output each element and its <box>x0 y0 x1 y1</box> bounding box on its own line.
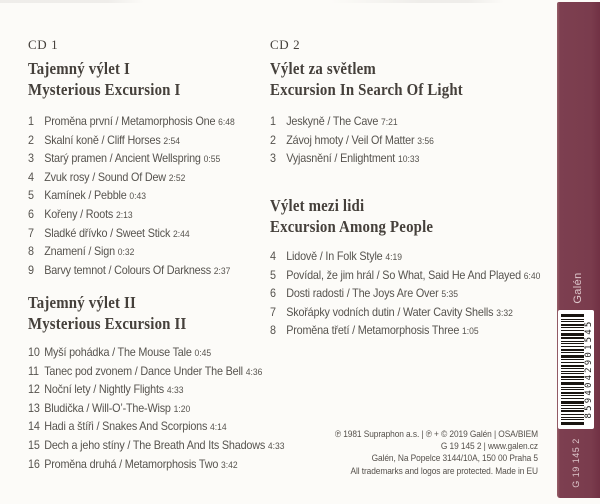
spine-publisher-label: Galén <box>572 272 584 304</box>
credits-line-address: Galén, Na Popelce 3144/10A, 150 00 Praha 5 <box>371 453 538 465</box>
track-title: Barvy temnot / Colours Of Darkness <box>44 262 211 277</box>
track-row <box>28 400 285 419</box>
track-title: Závoj hmoty / Veil Of Matter <box>286 132 415 147</box>
track-duration: 0:32 <box>117 247 135 259</box>
track-number: 4 <box>28 169 34 184</box>
track-title: Proměna druhá / Metamorphosis Two <box>44 456 219 471</box>
track-row <box>28 187 235 206</box>
track-title: Myší pohádka / The Mouse Tale <box>44 345 192 359</box>
track-title: Starý pramen / Ancient Wellspring <box>44 151 201 166</box>
track-number: 9 <box>28 262 34 277</box>
track-number: 7 <box>28 225 34 240</box>
track-title: Znamení / Sign <box>44 244 115 259</box>
track-number: 13 <box>28 400 40 415</box>
track-title: Proměna první / Metamorphosis One <box>44 114 216 128</box>
track-title: Vyjasnění / Enlightment <box>286 151 396 166</box>
track-number: 1 <box>270 114 276 128</box>
track-title: Lidově / In Folk Style <box>286 249 383 263</box>
barcode-bars <box>561 314 584 425</box>
track-duration: 6:48 <box>218 117 235 128</box>
cd1-column <box>28 0 285 504</box>
track-row <box>270 150 434 169</box>
track-duration: 2:13 <box>115 209 133 221</box>
track-title: Tanec pod zvonem / Dance Under The Bell <box>44 363 243 378</box>
track-duration: 2:54 <box>163 135 181 147</box>
track-duration: 0:45 <box>194 348 212 359</box>
cd2-section2-heading <box>270 195 433 237</box>
track-row <box>28 381 285 400</box>
track-number: 5 <box>270 267 276 282</box>
track-number: 15 <box>28 437 40 452</box>
track-duration: 2:37 <box>213 265 231 277</box>
cd1-label: CD 1 <box>28 37 59 52</box>
cd1-section2-title-english: Mysterious Excursion II <box>28 314 187 333</box>
track-title: Dosti radosti / The Joys Are Over <box>286 286 439 301</box>
track-title: Zvuk rosy / Sound Of Dew <box>44 169 166 184</box>
cd1-section1-heading <box>28 58 180 100</box>
track-duration: 0:43 <box>129 191 147 203</box>
barcode-number: 8594042901545 <box>584 319 594 419</box>
track-duration: 4:33 <box>166 385 184 397</box>
track-number: 16 <box>28 456 40 471</box>
track-duration: 2:44 <box>173 228 190 240</box>
track-row <box>28 456 285 475</box>
track-title: Povídal, že jim hrál / So What, Said He And Played <box>286 267 521 282</box>
track-row <box>28 363 285 382</box>
spine-catalog-number: G 19 145 2 <box>571 438 581 488</box>
cd2-section1-heading <box>270 58 463 100</box>
track-row <box>270 132 434 151</box>
cd2-section2-title-english: Excursion Among People <box>270 217 434 236</box>
track-title: Proměna třetí / Metamorphosis Three <box>286 323 460 338</box>
credits-line-trademark: All trademarks and logos are protected. Made in EU <box>350 465 538 477</box>
track-number: 1 <box>28 114 34 128</box>
track-duration: 2:52 <box>168 172 186 184</box>
track-row <box>270 267 540 286</box>
cd2-section1-title-czech: Výlet za světlem <box>270 59 376 78</box>
cd2-label: CD 2 <box>270 37 301 52</box>
track-number: 10 <box>28 345 40 359</box>
track-title: Noční lety / Nightly Flights <box>44 382 165 397</box>
track-number: 3 <box>270 151 276 166</box>
track-title: Sladké dřívko / Sweet Stick <box>44 225 171 240</box>
track-number: 6 <box>270 286 276 301</box>
track-row <box>28 225 235 244</box>
track-duration: 4:33 <box>267 440 285 452</box>
track-row <box>270 113 434 132</box>
track-number: 2 <box>270 132 276 147</box>
track-number: 5 <box>28 188 34 203</box>
track-number: 4 <box>270 249 276 263</box>
track-duration: 1:20 <box>173 403 191 415</box>
track-title: Skalní koně / Cliff Horses <box>44 132 161 147</box>
track-duration: 4:14 <box>210 422 227 434</box>
track-title: Dech a jeho stíny / The Breath And Its Shadows <box>44 437 266 452</box>
track-number: 7 <box>270 304 276 319</box>
track-number: 8 <box>28 244 34 259</box>
track-row <box>270 322 540 341</box>
track-duration: 7:21 <box>381 117 398 128</box>
track-row <box>28 132 235 151</box>
credits-line-copyright: ℗ 1981 Supraphon a.s. | ℗ + © 2019 Galén | OSA/BIEM <box>334 429 538 440</box>
track-duration: 3:56 <box>417 135 434 147</box>
track-number: 12 <box>28 382 40 397</box>
track-duration: 4:19 <box>385 252 402 263</box>
track-title: Jeskyně / The Cave <box>286 114 379 128</box>
track-title: Bludička / Will-O’-The-Wisp <box>44 400 171 415</box>
track-number: 6 <box>28 206 34 221</box>
track-row <box>28 344 285 363</box>
cd1-section1-tracklist <box>28 113 258 280</box>
cd1-section1-title-czech: Tajemný výlet I <box>28 59 130 78</box>
track-row <box>28 437 285 456</box>
cd1-section2-title-czech: Tajemný výlet II <box>28 293 136 312</box>
track-number: 11 <box>28 363 39 378</box>
cd2-section1-title-english: Excursion In Search Of Light <box>270 80 463 99</box>
track-duration: 10:33 <box>397 154 420 166</box>
track-title: Kořeny / Roots <box>44 206 114 221</box>
track-duration: 0:55 <box>203 154 221 166</box>
track-duration: 3:42 <box>220 459 238 471</box>
track-row <box>28 243 235 262</box>
track-duration: 5:35 <box>441 289 459 301</box>
track-number: 8 <box>270 323 276 338</box>
track-row <box>28 113 235 132</box>
track-duration: 1:05 <box>462 326 479 338</box>
track-number: 3 <box>28 151 34 166</box>
cd2-section2-title-czech: Výlet mezi lidi <box>270 196 365 215</box>
track-title: Skořápky vodních dutin / Water Cavity Shells <box>286 304 494 319</box>
track-duration: 6:40 <box>523 270 541 282</box>
track-duration: 3:32 <box>496 307 513 319</box>
cd2-section1-tracklist <box>270 113 452 169</box>
track-number: 14 <box>28 419 40 434</box>
track-number: 2 <box>28 132 34 147</box>
track-row <box>28 206 235 225</box>
track-title: Hadi a štíři / Snakes And Scorpions <box>44 419 208 434</box>
cd2-column <box>267 0 541 504</box>
track-duration: 4:36 <box>245 366 263 378</box>
track-title: Kamínek / Pebble <box>44 188 127 203</box>
cd2-section2-tracklist <box>270 248 570 341</box>
track-row <box>28 262 235 281</box>
cd1-section1-title-english: Mysterious Excursion I <box>28 80 181 99</box>
track-row <box>28 150 235 169</box>
credits-block <box>302 429 538 478</box>
track-row <box>270 285 540 304</box>
track-row <box>28 169 235 188</box>
track-row <box>270 304 540 323</box>
track-row <box>28 418 285 437</box>
track-row <box>270 248 540 267</box>
cd1-section2-heading <box>28 292 186 334</box>
credits-line-catalog-url: G 19 145 2 | www.galen.cz <box>440 441 538 453</box>
